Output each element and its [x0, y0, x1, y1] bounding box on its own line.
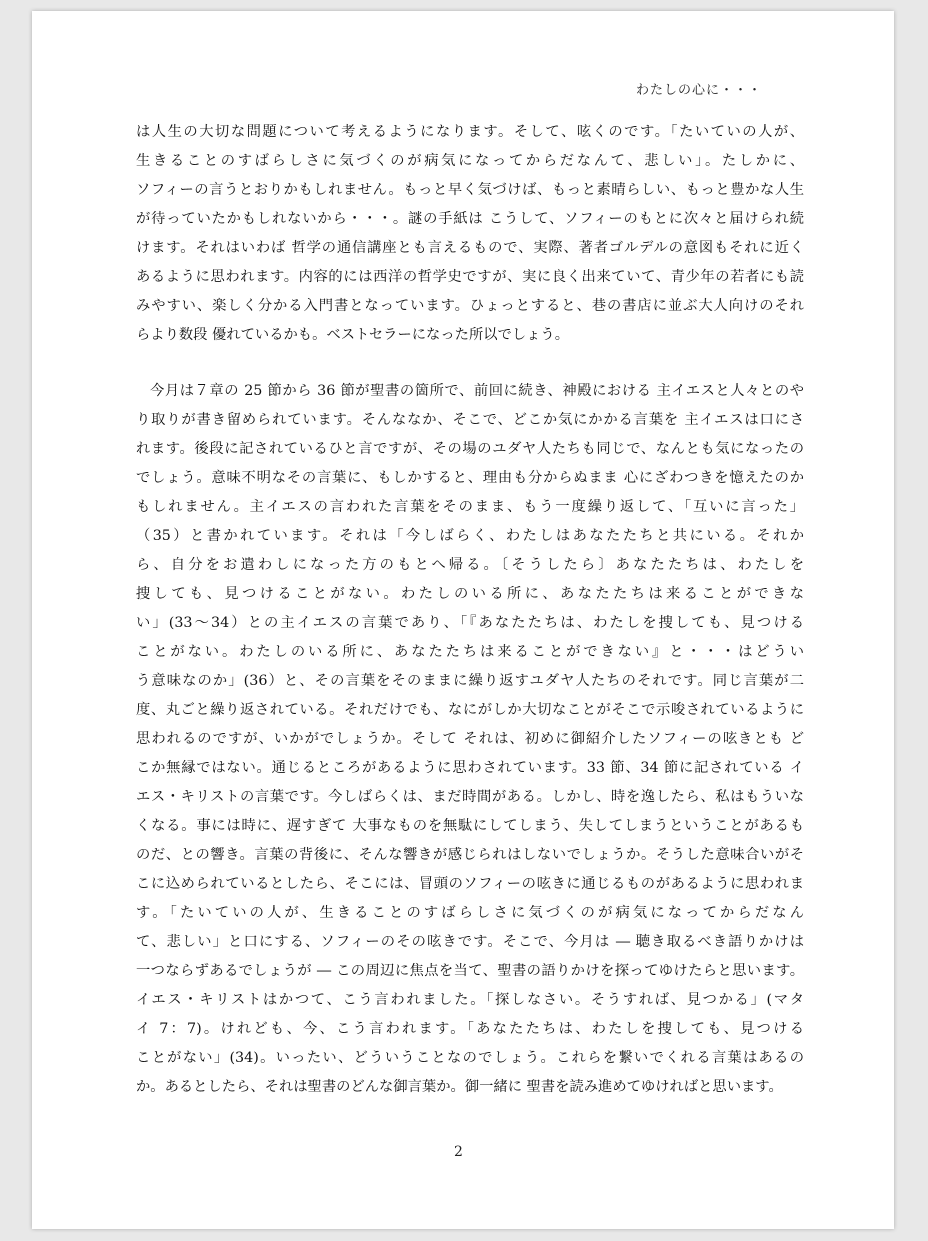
- text-line: ことがない。わたしのいる所に、あなたたちは来ることができない』と・・・はどうい: [136, 644, 804, 660]
- text-line: 生きることのすばらしさに気づくのが病気になってからだなんて、悲しい」。たしかに、: [136, 153, 804, 169]
- text-line: エス・キリストの言葉です。今しばらくは、まだ時間がある。しかし、時を逸したら、私はもういな: [136, 789, 804, 805]
- text-line: す。「たいていの人が、生きることのすばらしさに気づくのが病気になってからだなん: [136, 905, 804, 921]
- text-line: でしょう。意味不明なその言葉に、もしかすると、理由も分からぬまま 心にざわつきを憶えたのか: [136, 470, 804, 486]
- text-line: れます。後段に記されているひと言ですが、その場のユダヤ人たちも同じで、なんとも気になったの: [136, 441, 804, 457]
- text-line: イ 7：7)。けれども、今、こう言われます。「あなたたちは、わたしを捜しても、見つける: [136, 1021, 804, 1037]
- text-line: て、悲しい」と口にする、ソフィーのその呟きです。そこで、今月は ― 聴き取るべき語りかけは: [136, 934, 804, 950]
- text-line: が待っていたかもしれないから・・・。謎の手紙は こうして、ソフィーのもとに次々と届けられ続: [136, 211, 804, 227]
- page-number: 2: [454, 1144, 463, 1160]
- text-line: こか無縁ではない。通じるところがあるように思わされています。33 節、34 節に記されている イ: [136, 760, 804, 776]
- text-line: くなる。事には時に、遅すぎて 大事なものを無駄にしてしまう、失してしまうということがあるも: [136, 818, 804, 834]
- text-line: い」(33〜34）との主イエスの言葉であり、「『あなたたちは、わたしを捜しても、見つける: [136, 615, 804, 631]
- text-line: （35）と書かれています。それは「今しばらく、わたしはあなたたちと共にいる。それか: [136, 528, 804, 544]
- text-line: 今月は７章の 25 節から 36 節が聖書の箇所で、前回に続き、神殿における 主イエスと人々とのや: [150, 383, 804, 399]
- text-line: 一つならずあるでしょうが ― この周辺に焦点を当て、聖書の語りかけを探ってゆけたらと思います。: [136, 963, 804, 979]
- paragraph-1: [136, 118, 804, 350]
- text-line: らより数段 優れているかも。ベストセラーになった所以でしょう。: [136, 327, 570, 343]
- text-line: あるように思われます。内容的には西洋の哲学史ですが、実に良く出来ていて、青少年の若者にも読: [136, 269, 804, 285]
- text-line: ソフィーの言うとおりかもしれません。もっと早く気づけば、もっと素晴らしい、もっと豊かな人生: [136, 182, 804, 198]
- text-line: 度、丸ごと繰り返されている。それだけでも、なにがしか大切なことがそこで示唆されているように: [136, 702, 804, 718]
- running-header: わたしの心に・・・: [636, 83, 763, 98]
- text-line: か。あるとしたら、それは聖書のどんな御言葉か。御一緒に 聖書を読み進めてゆければと思います。: [136, 1079, 783, 1095]
- text-line: り取りが書き留められています。そんななか、そこで、どこか気にかかる言葉を 主イエスは口にさ: [136, 412, 804, 428]
- text-line: こに込められているとしたら、そこには、冒頭のソフィーの呟きに通じるものがあるように思われま: [136, 876, 804, 892]
- text-line: 思われるのですが、いかがでしょうか。そして それは、初めに御紹介したソフィーの呟きとも ど: [136, 731, 804, 747]
- text-line: もしれません。主イエスの言われた言葉をそのまま、もう一度繰り返して、「互いに言った」: [136, 499, 804, 515]
- text-line: う意味なのか」(36）と、その言葉をそのままに繰り返すユダヤ人たちのそれです。同じ言葉が二: [136, 673, 804, 689]
- document-page: [32, 11, 894, 1229]
- text-line: イエス・キリストはかつて、こう言われました。「探しなさい。そうすれば、見つかる」(マタ: [136, 992, 804, 1008]
- text-line: は人生の大切な問題について考えるようになります。そして、呟くのです。「たいていの人が、: [136, 124, 804, 140]
- paragraph-2: [136, 377, 804, 1102]
- text-line: ことがない」(34)。いったい、どういうことなのでしょう。これらを繋いでくれる言葉はあるの: [136, 1050, 804, 1066]
- text-line: 捜しても、見つけることがない。わたしのいる所に、あなたたちは来ることができな: [136, 586, 804, 602]
- text-line: みやすい、楽しく分かる入門書となっています。ひょっとすると、巷の書店に並ぶ大人向けのそれ: [136, 298, 804, 314]
- text-line: けます。それはいわば 哲学の通信講座とも言えるもので、実際、著者ゴルデルの意図もそれに近く: [136, 240, 804, 256]
- text-line: のだ、との響き。言葉の背後に、そんな響きが感じられはしないでしょうか。そうした意味合いがそ: [136, 847, 804, 863]
- text-line: ら、自分をお遣わしになった方のもとへ帰る。〔そうしたら〕あなたたちは、わたしを: [136, 557, 804, 573]
